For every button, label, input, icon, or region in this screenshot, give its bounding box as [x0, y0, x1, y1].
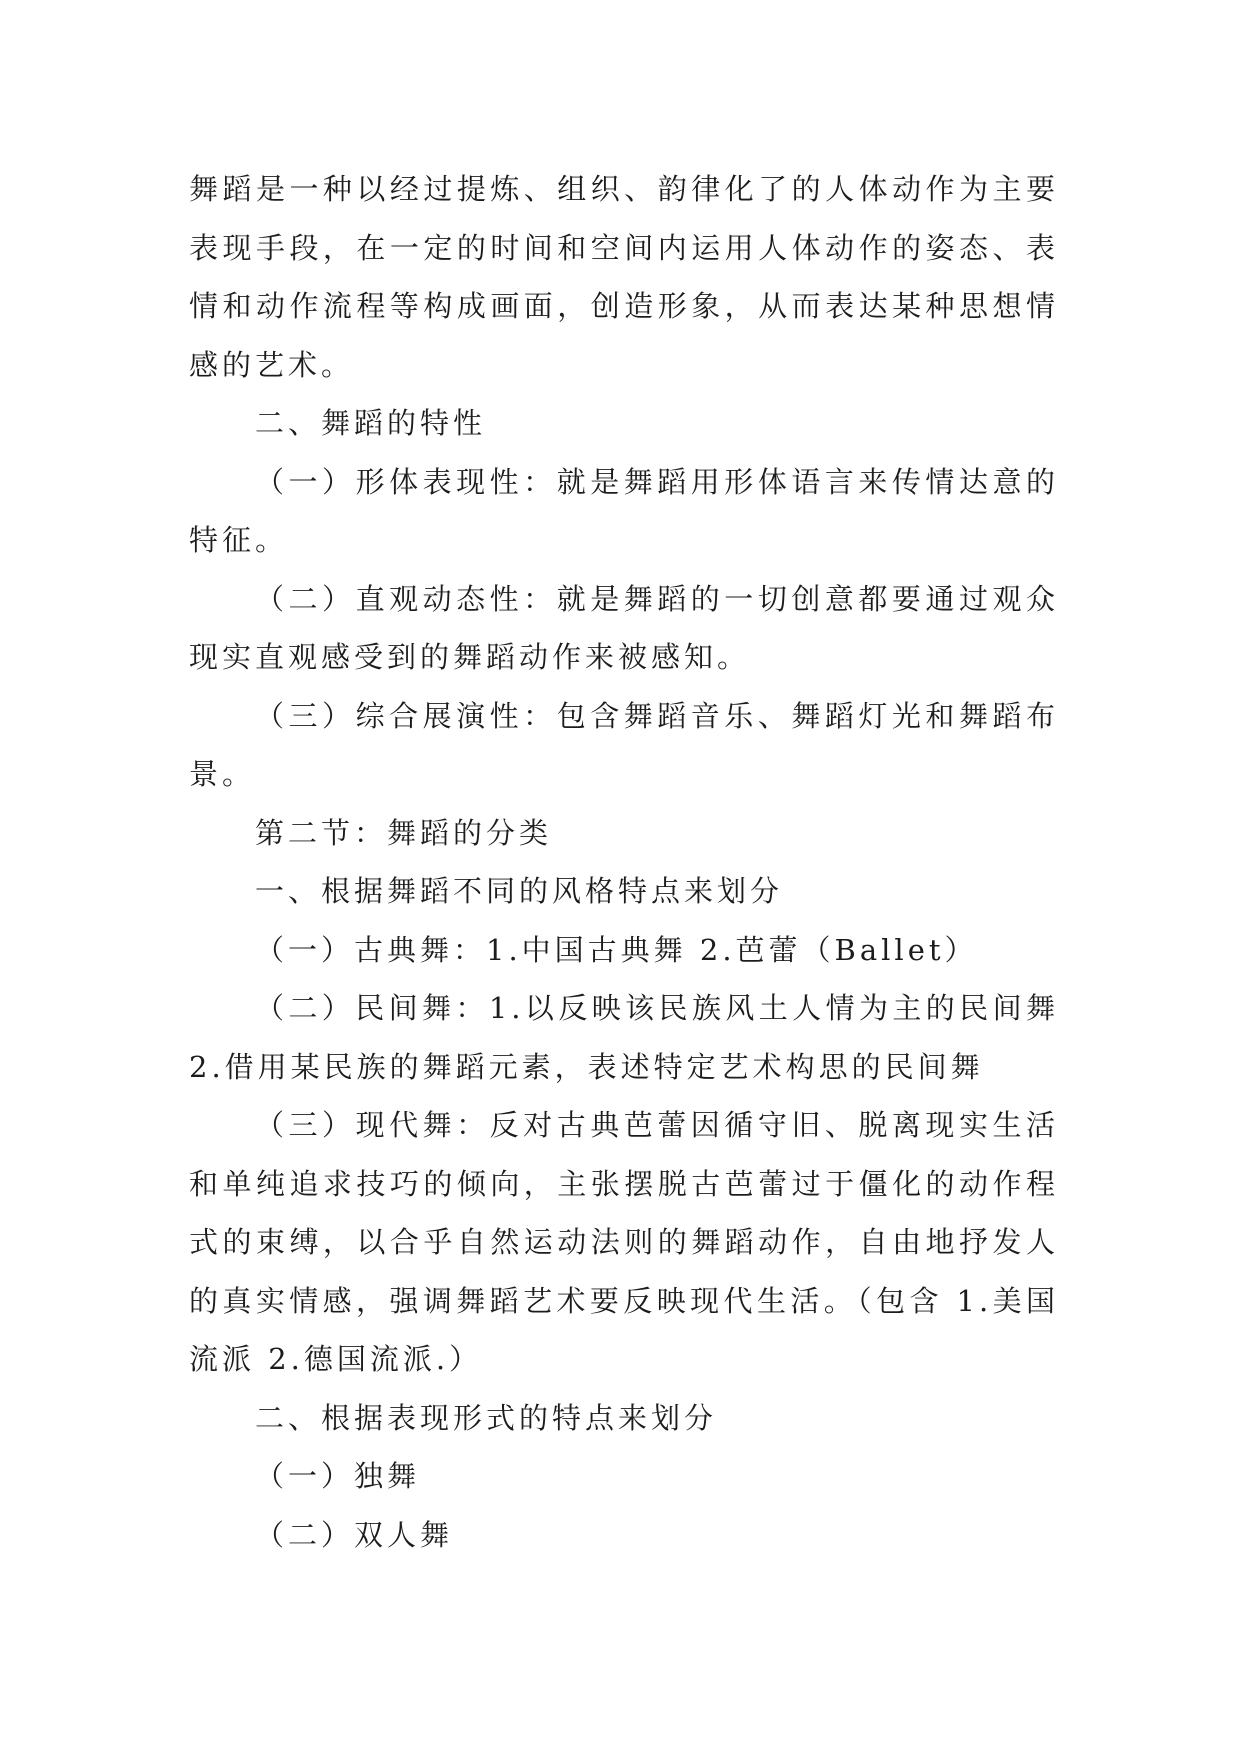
- paragraph-characteristic-2: （二）直观动态性：就是舞蹈的一切创意都要通过观众现实直观感受到的舞蹈动作来被感知。: [189, 581, 1059, 674]
- heading-characteristics: 二、舞蹈的特性: [255, 406, 487, 440]
- paragraph-modern-dance: （三）现代舞：反对古典芭蕾因循守旧、脱离现实生活和单纯追求技巧的倾向，主张摆脱古芭蕾过于僵化的动作程式的束缚，以合乎自然运动法则的舞蹈动作，自由地抒发人的真实情感，强调舞蹈艺术要反映现代生活。（包含 1.美国流派 2.德国流派.）: [189, 1108, 1059, 1376]
- document-body: [189, 160, 1059, 1564]
- paragraph-duet-dance: （二）双人舞: [255, 1517, 454, 1552]
- heading-form-classification: 二、根据表现形式的特点来划分: [255, 1400, 718, 1435]
- heading-style-classification: 一、根据舞蹈不同的风格特点来划分: [255, 874, 784, 908]
- paragraph-characteristic-3: （三）综合展演性：包含舞蹈音乐、舞蹈灯光和舞蹈布景。: [189, 698, 1059, 791]
- section-heading-classification: 第二节：舞蹈的分类: [255, 815, 553, 850]
- paragraph-classical-dance: （一）古典舞：1.中国古典舞 2.芭蕾（Ballet）: [255, 932, 978, 967]
- paragraph-solo-dance: （一）独舞: [255, 1459, 421, 1493]
- paragraph-folk-dance: （二）民间舞：1.以反映该民族风土人情为主的民间舞2.借用某民族的舞蹈元素，表述特定艺术构思的民间舞: [189, 991, 1059, 1084]
- paragraph-definition: 舞蹈是一种以经过提炼、组织、韵律化了的人体动作为主要表现手段，在一定的时间和空间内运用人体动作的姿态、表情和动作流程等构成画面，创造形象，从而表达某种思想情感的艺术。: [189, 172, 1059, 382]
- paragraph-characteristic-1: （一）形体表现性：就是舞蹈用形体语言来传情达意的特征。: [189, 464, 1059, 557]
